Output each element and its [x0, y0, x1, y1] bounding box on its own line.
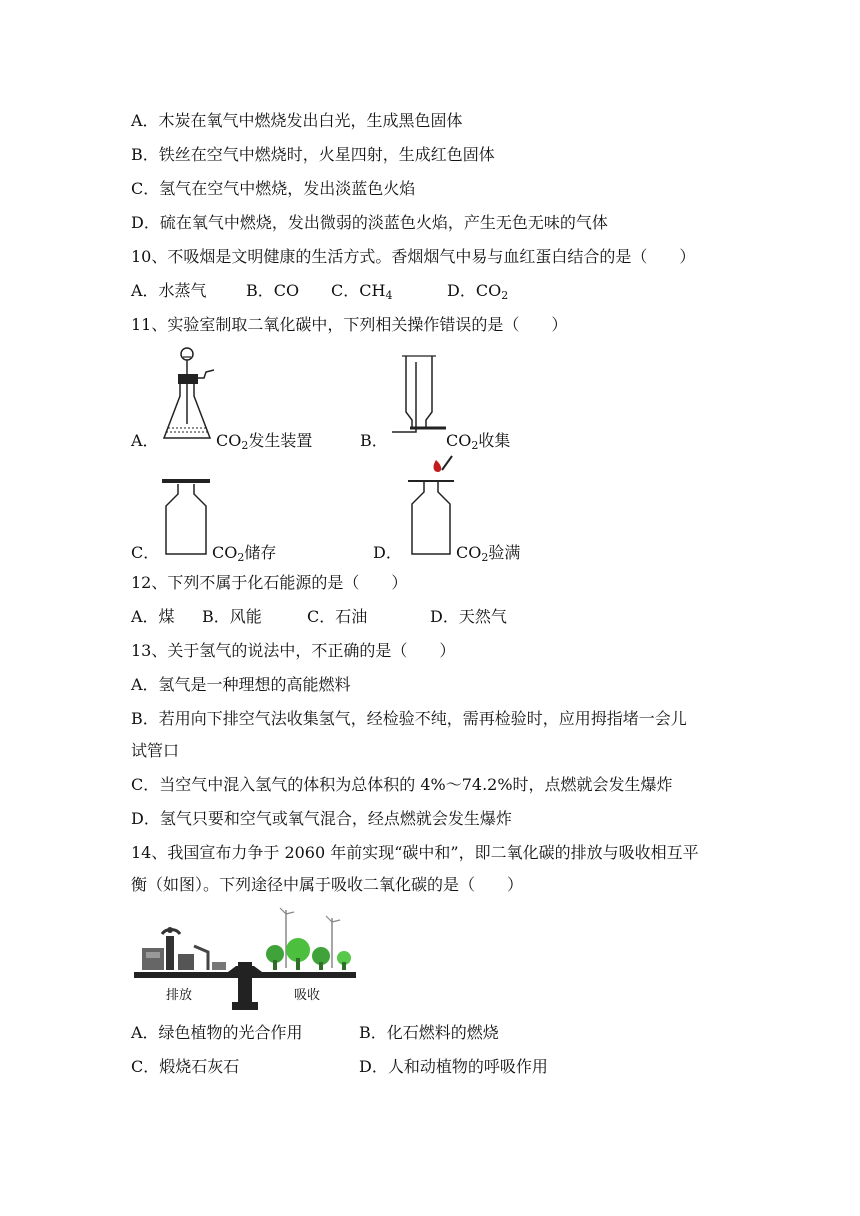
q10-option-d: D．$CO_2$ — [447, 281, 509, 302]
balance-label-emit: 排放 — [166, 988, 193, 1003]
q11-option-d-letter: D． — [373, 543, 402, 562]
q13-option-d: D．氢气只要和空气或氧气混合，经点燃就会发生爆炸 — [131, 809, 512, 828]
q12-option-b: B．风能 — [202, 607, 262, 626]
q11-option-a-letter: A． — [131, 431, 159, 450]
q10-stem: 10、不吸烟是文明健康的生活方式。香烟烟气中易与血红蛋白结合的是（ ） — [131, 247, 696, 266]
q9-option-b: B．铁丝在空气中燃烧时，火星四射，生成红色固体 — [131, 145, 495, 164]
q14-option-d: D．人和动植物的呼吸作用 — [359, 1057, 548, 1076]
q14-option-c: C．煅烧石灰石 — [131, 1057, 240, 1076]
co2-collection-bottle-figure — [388, 352, 448, 432]
q13-option-a: A．氢气是一种理想的高能燃料 — [131, 675, 351, 694]
q13-stem: 13、关于氢气的说法中，不正确的是（ ） — [131, 641, 456, 660]
q11-option-c-text: $CO_2$储存 — [212, 543, 277, 564]
co2-full-check-bottle-figure — [406, 454, 458, 558]
q11-option-b-text: $CO_2$收集 — [446, 431, 511, 452]
q10-option-c: C．$CH_4$ — [331, 281, 393, 302]
q11-option-c-letter: C． — [131, 543, 160, 562]
co2-generator-flask-figure — [160, 344, 216, 444]
q13-option-c: C．当空气中混入氢气的体积为总体积的 4%～74.2%时，点燃就会发生爆炸 — [131, 775, 673, 794]
q11-stem: 11、实验室制取二氧化碳中，下列相关操作错误的是（ ） — [131, 315, 568, 334]
q14-stem-line1: 14、我国宣布力争于 2060 年前实现“碳中和”，即二氧化碳的排放与吸收相互平 — [131, 843, 699, 862]
q9-option-d: D．硫在氧气中燃烧，发出微弱的淡蓝色火焰，产生无色无味的气体 — [131, 213, 608, 232]
q14-option-b: B．化石燃料的燃烧 — [359, 1023, 499, 1042]
co2-storage-bottle-figure — [160, 478, 212, 558]
q14-stem-line2: 衡（如图）。下列途径中属于吸收二氧化碳的是（ ） — [131, 875, 524, 894]
q11-option-d-text: $CO_2$验满 — [456, 543, 521, 564]
q11-option-b-letter: B． — [360, 431, 388, 450]
q12-option-c: C．石油 — [307, 607, 368, 626]
q9-option-c: C．氢气在空气中燃烧，发出淡蓝色火焰 — [131, 179, 416, 198]
q9-option-a: A．木炭在氧气中燃烧发出白光，生成黑色固体 — [131, 111, 463, 130]
balance-label-absorb: 吸收 — [294, 988, 321, 1003]
q12-stem: 12、下列不属于化石能源的是（ ） — [131, 573, 408, 592]
q13-option-b-line1: B．若用向下排空气法收集氢气，经检验不纯，需再检验时，应用拇指堵一会儿 — [131, 709, 687, 728]
q14-option-a: A．绿色植物的光合作用 — [131, 1023, 303, 1042]
q12-option-d: D．天然气 — [430, 607, 507, 626]
q12-option-a: A．煤 — [131, 607, 175, 626]
q10-option-a: A．水蒸气 — [131, 281, 207, 300]
q10-option-b: B．CO — [246, 281, 300, 300]
q13-option-b-line2: 试管口 — [131, 741, 180, 760]
q11-option-a-text: $CO_2$发生装置 — [216, 431, 313, 452]
